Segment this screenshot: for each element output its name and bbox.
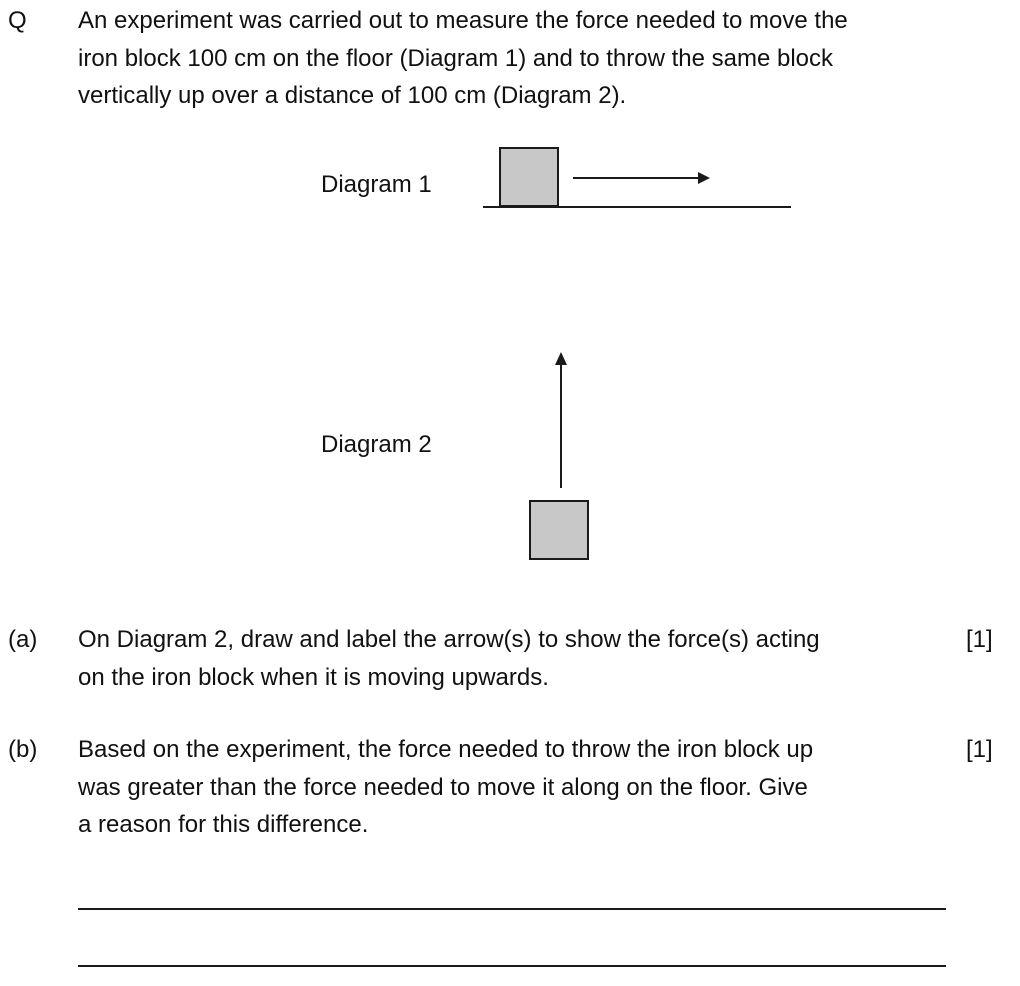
iron-block-icon <box>500 148 558 206</box>
part-a-line: on the iron block when it is moving upwards. <box>78 663 549 691</box>
iron-block-icon <box>530 501 588 559</box>
part-b-marks: [1] <box>966 736 993 763</box>
diagram-2-label: Diagram 2 <box>321 431 432 458</box>
arrowhead-up-icon <box>555 352 567 365</box>
answer-line-2[interactable] <box>78 965 946 967</box>
question-stem-line: An experiment was carried out to measure the force needed to move the <box>78 7 848 34</box>
part-a-label: (a) <box>8 626 38 653</box>
question-stem-line: iron block 100 cm on the floor (Diagram 1) and to throw the same block <box>78 44 834 72</box>
answer-line-1[interactable] <box>78 908 946 910</box>
diagram-1-figure <box>483 148 791 207</box>
part-b-line: was greater than the force needed to move it along on the floor. Give <box>78 773 808 801</box>
part-b-text <box>78 731 958 844</box>
part-a-marks: [1] <box>966 626 993 653</box>
arrowhead-right-icon <box>698 172 710 184</box>
part-a-line: On Diagram 2, draw and label the arrow(s) to show the force(s) acting <box>78 626 820 653</box>
part-b-line: Based on the experiment, the force needed to throw the iron block up <box>78 736 814 763</box>
question-stem-line: vertically up over a distance of 100 cm (Diagram 2). <box>78 82 627 109</box>
part-b-line: a reason for this difference. <box>78 811 369 838</box>
question-marker: Q <box>8 7 27 34</box>
part-a-text <box>78 621 958 696</box>
diagram-2-figure <box>530 352 588 559</box>
part-b-label: (b) <box>8 736 38 763</box>
diagram-1-label: Diagram 1 <box>321 171 432 198</box>
